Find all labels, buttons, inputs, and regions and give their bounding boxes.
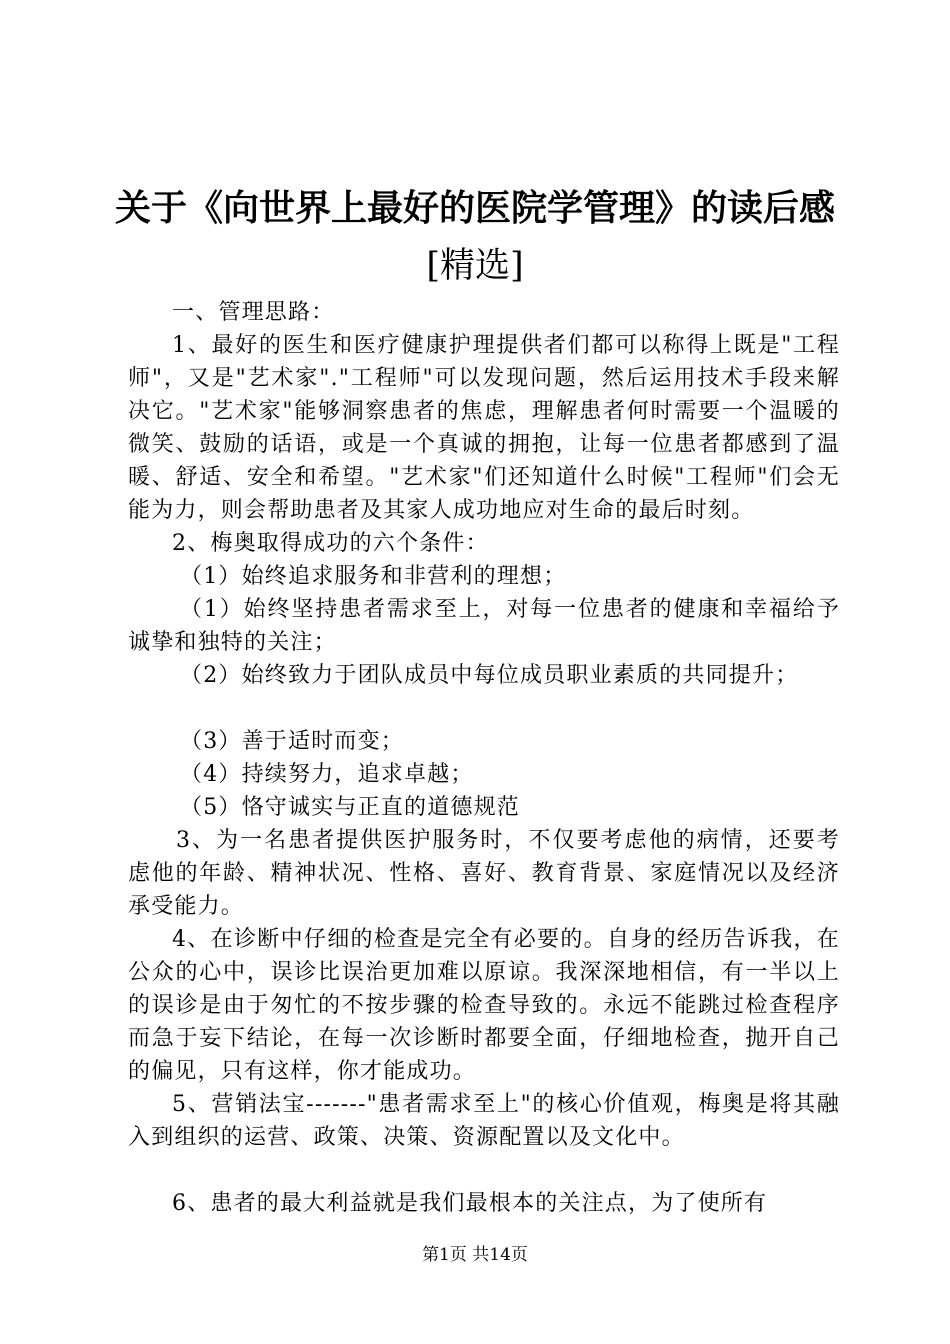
- list-item: （1）始终追求服务和非营利的理想；: [180, 564, 567, 589]
- paragraph-6: 6、患者的最大利益就是我们最根本的关注点，为了使所有: [172, 1191, 768, 1216]
- section-heading: 一、管理思路：: [172, 300, 335, 325]
- list-item: （2）始终致力于团队成员中每位成员职业素质的共同提升；: [180, 663, 799, 688]
- list-item: （3）善于适时而变；: [180, 729, 404, 754]
- list-item: （5）恪守诚实与正直的道德规范: [180, 795, 520, 820]
- document-body: [128, 296, 840, 1220]
- document-title: 关于《向世界上最好的医院学管理》的读后感: [114, 187, 835, 229]
- paragraph-3: 3、为一名患者提供医护服务时，不仅要考虑他的病情，还要考虑他的年龄、精神状况、性格、喜好、教育背景、家庭情况以及经济承受能力。: [128, 828, 840, 919]
- paragraph-1: 1、最好的医生和医疗健康护理提供者们都可以称得上既是"工程师"，又是"艺术家"."工程师"可以发现问题，然后运用技术手段来解决它。"艺术家"能够洞察患者的焦虑，理解患者何时需要一个温暖的微笑、鼓励的话语，或是一个真诚的拥抱，让每一位患者都感到了温暖、舒适、安全和希望。"艺术家"们还知道什么时候"工程师"们会无能为力，则会帮助患者及其家人成功地应对生命的最后时刻。: [128, 333, 840, 523]
- paragraph-2: 2、梅奥取得成功的六个条件：: [172, 531, 489, 556]
- page-footer: 第1页 共14页: [422, 1245, 528, 1265]
- list-item: （1）始终坚持患者需求至上，对每一位患者的健康和幸福给予诚挚和独特的关注；: [128, 597, 840, 655]
- paragraph-4: 4、在诊断中仔细的检查是完全有必要的。自身的经历告诉我，在公众的心中，误诊比误治更加难以原谅。我深深地相信，有一半以上的误诊是由于匆忙的不按步骤的检查导致的。永远不能跳过检查程序而急于妄下结论，在每一次诊断时都要全面，仔细地检查，抛开自己的偏见，只有这样，你才能成功。: [128, 927, 840, 1084]
- document-title-suffix: [精选]: [426, 246, 524, 286]
- paragraph-5: 5、营销法宝-------"患者需求至上"的核心价值观，梅奥是将其融入到组织的运营、政策、决策、资源配置以及文化中。: [128, 1092, 840, 1150]
- list-item: （4）持续努力，追求卓越；: [180, 762, 474, 787]
